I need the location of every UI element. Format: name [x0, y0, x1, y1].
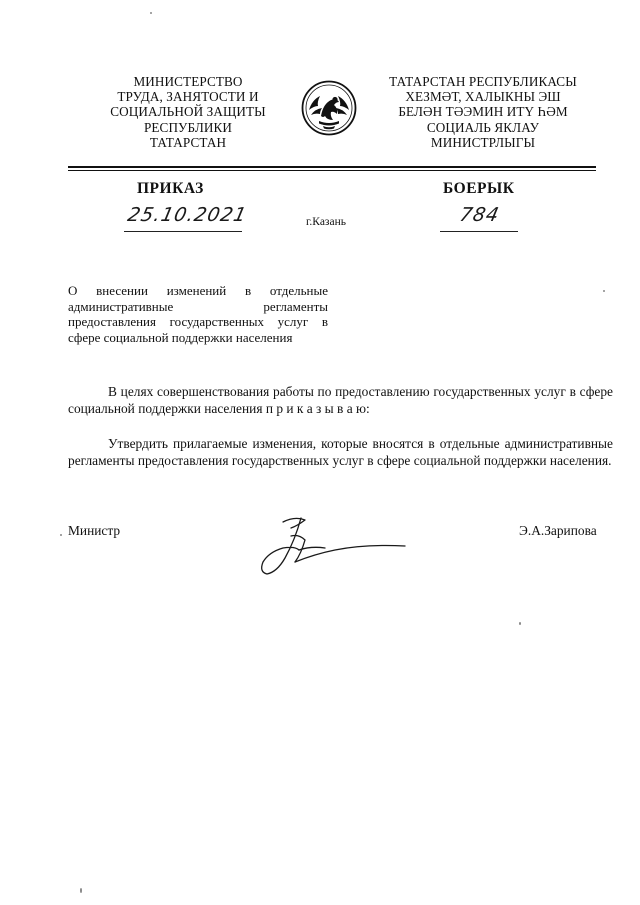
number-underline [440, 231, 518, 232]
ministry-name-line: МИНИСТРЛЫГЫ [430, 134, 536, 150]
handwritten-date-text: 25.10.2021 [125, 204, 250, 226]
scan-speck [519, 622, 521, 625]
preamble-paragraph [68, 384, 613, 417]
handwritten-date [124, 203, 250, 233]
ministry-name-line: ХЕЗМӘТ, ХАЛЫКНЫ ЭШ [405, 89, 561, 105]
scan-speck [60, 534, 62, 536]
scan-speck [80, 888, 82, 893]
scan-speck [150, 12, 152, 14]
signatory-title: Министр [68, 523, 121, 538]
header-divider-thin [68, 170, 596, 171]
tatarstan-emblem-icon [301, 80, 357, 136]
ministry-name-line: ТАТАРСТАН [149, 134, 227, 150]
signatory-name: Э.А.Зарипова [519, 523, 597, 538]
handwritten-number-text: 784 [457, 204, 502, 226]
header-divider [68, 166, 596, 168]
ministry-name-line: РЕСПУБЛИКИ [143, 119, 233, 135]
handwritten-number [440, 203, 518, 233]
ministry-name-line: БЕЛӘН ТӘЭМИН ИТҮ ҺӘМ [398, 104, 568, 120]
order-text: Утвердить прилагаемые изменения, которые вносятся в отдельные административные регламенты предоставления государственных услуг в сфере социальной поддержки населения. [68, 436, 613, 468]
city-label: г.Казань [306, 216, 346, 228]
ministry-name-line: ТРУДА, ЗАНЯТОСТИ И [117, 89, 259, 105]
ministry-name-russian [88, 74, 288, 150]
ministry-name-line: МИНИСТЕРСТВО [133, 74, 243, 89]
doc-type-tatar: БОЕРЫК [443, 180, 515, 197]
doc-type-russian: ПРИКАЗ [137, 180, 204, 197]
handwritten-signature [255, 510, 415, 585]
ministry-name-line: СОЦИАЛЬНОЙ ЗАЩИТЫ [110, 104, 266, 120]
preamble-text: В целях совершенствования работы по предоставлению государственных услуг в сфере социальной поддержки населения п р и к а з ы в а ю: [68, 384, 613, 416]
scan-speck [603, 290, 605, 292]
ministry-name-line: ТАТАРСТАН РЕСПУБЛИКАСЫ [389, 74, 577, 89]
date-underline [124, 231, 242, 232]
order-subject: О внесении изменений в отдельные административные регламенты предоставления государственных услуг в сфере социальной поддержки населения [68, 283, 328, 345]
order-paragraph [68, 436, 613, 469]
ministry-name-tatar [372, 74, 594, 150]
ministry-name-line: СОЦИАЛЬ ЯКЛАУ [426, 119, 540, 135]
